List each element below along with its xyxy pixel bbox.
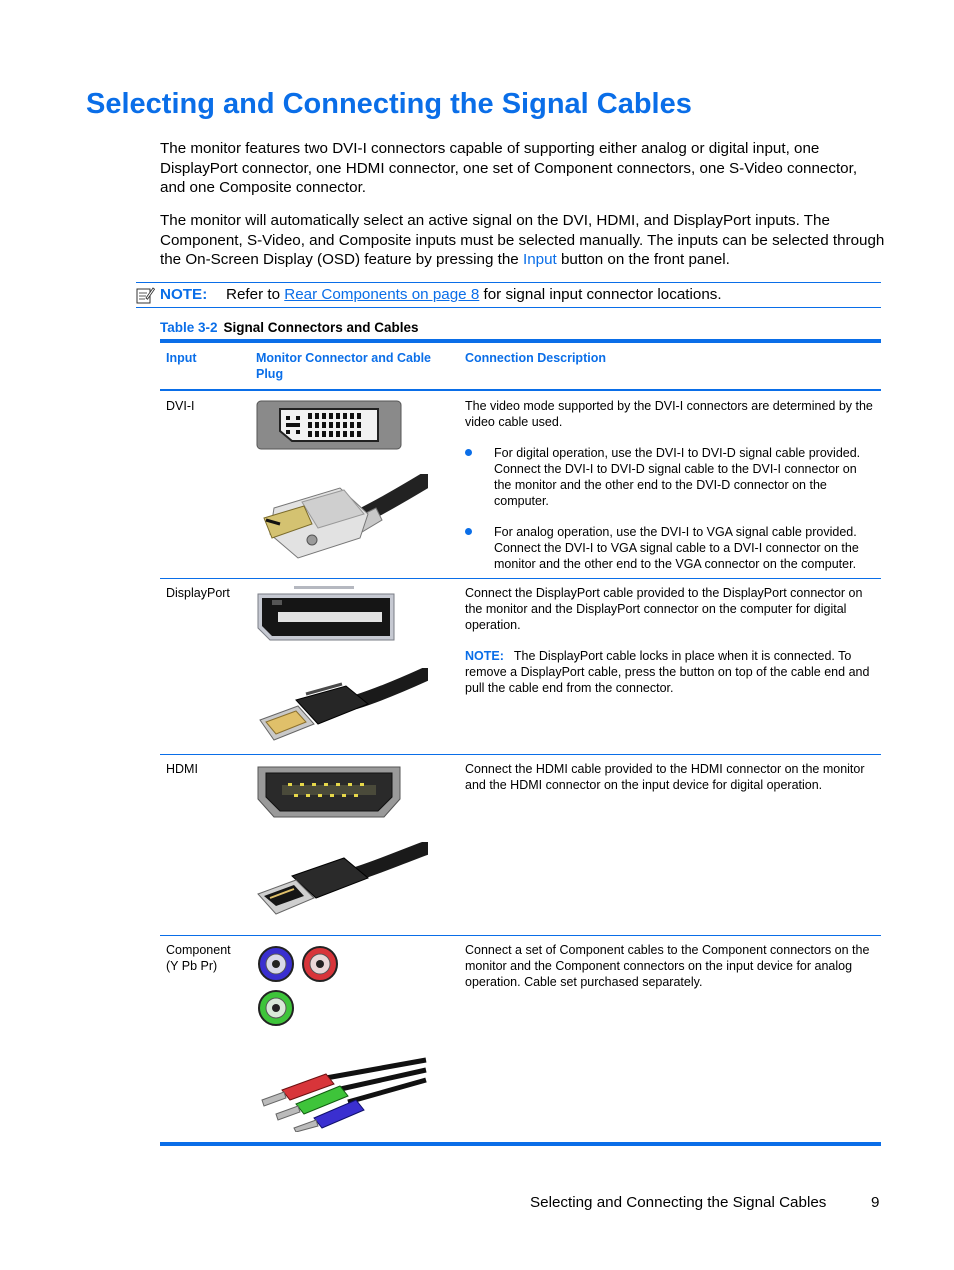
- row-displayport-description: [465, 585, 877, 696]
- row-dvi-input: DVI-I: [166, 399, 195, 413]
- header-connector: Monitor Connector and Cable Plug: [256, 351, 431, 381]
- footer-section-title: Selecting and Connecting the Signal Cables: [530, 1194, 827, 1211]
- dvi-description-text: The video mode supported by the DVI-I connectors are determined by the video cable used.: [465, 399, 873, 429]
- page-title: Selecting and Connecting the Signal Cables: [86, 88, 692, 120]
- row-hdmi-description: [465, 761, 877, 793]
- displayport-note-label: NOTE:: [465, 649, 504, 663]
- displayport-description-text: Connect the DisplayPort cable provided to the DisplayPort connector on the monitor and the DisplayPort connector on the computer for digital operation.: [465, 586, 863, 632]
- table-caption-text: Signal Connectors and Cables: [223, 320, 419, 335]
- bullet-text: For analog operation, use the DVI-I to VGA signal cable provided. Connect the DVI-I to VGA signal cable to a DVI-I connector on the monitor and the other end to the VGA connector on the computer.: [494, 525, 859, 571]
- intro-paragraph: The monitor features two DVI-I connectors capable of supporting either analog or digital input, one DisplayPort connector, one HDMI connector, one set of Component connectors, one S-Video connector, and one Composite connector.: [160, 140, 858, 197]
- component-connectors-image: [256, 944, 342, 1028]
- header-input: Input: [166, 351, 197, 365]
- hdmi-description-text: Connect the HDMI cable provided to the HDMI connector on the monitor and the HDMI connector on the input device for digital operation.: [465, 762, 865, 792]
- note-box: [136, 282, 881, 308]
- bullet-icon: [465, 528, 472, 535]
- auto-select-paragraph: [160, 211, 886, 270]
- row-component-description: [465, 942, 877, 990]
- rear-components-link[interactable]: Rear Components on page 8: [284, 286, 480, 303]
- page-number: 9: [871, 1194, 880, 1211]
- note-pencil-icon: [136, 286, 155, 304]
- note-text: [226, 286, 722, 303]
- row-component-input: [166, 942, 231, 974]
- note-label: NOTE:: [160, 286, 208, 303]
- list-item: [465, 524, 877, 572]
- row-divider: [160, 578, 881, 579]
- row-divider: [160, 935, 881, 936]
- displayport-cable-plug-image: [256, 668, 428, 746]
- dvi-connector-image: [256, 400, 402, 450]
- row-dvi-description: [465, 398, 877, 572]
- table-bottom-rule: [160, 1142, 881, 1146]
- note-text-end: for signal input connector locations.: [479, 286, 722, 303]
- bullet-text: For digital operation, use the DVI-I to DVI-D signal cable provided. Connect the DVI-I to DVI-D signal cable to the DVI-I connector on the monitor and the other end to the DVI-D connector on the computer.: [494, 446, 861, 508]
- table-caption: [160, 320, 419, 335]
- row-divider: [160, 754, 881, 755]
- dvi-cable-plug-image: [256, 474, 428, 568]
- displayport-note: [465, 648, 877, 696]
- paragraph-text-end: button on the front panel.: [556, 251, 730, 269]
- list-item: [465, 445, 877, 509]
- table-top-rule: [160, 339, 881, 343]
- table-number: Table 3-2: [160, 320, 218, 335]
- header-description: Connection Description: [465, 351, 606, 365]
- displayport-connector-image: [256, 586, 398, 644]
- hdmi-connector-image: [256, 765, 402, 819]
- row-displayport-input: DisplayPort: [166, 586, 230, 600]
- header-rule: [160, 389, 881, 391]
- note-text-start: Refer to: [226, 286, 285, 303]
- hdmi-cable-plug-image: [256, 842, 428, 918]
- component-input-label: Component: [166, 943, 231, 957]
- component-cable-plugs-image: [256, 1056, 428, 1132]
- row-hdmi-input: HDMI: [166, 762, 198, 776]
- component-input-sublabel: (Y Pb Pr): [166, 959, 218, 973]
- paragraph-text: The monitor will automatically select an active signal on the DVI, HDMI, and DisplayPort inputs. The Component, S-Video, and Composite inputs must be selected manually. The inputs can be selected through the On-Screen Display (OSD) feature by pressing the: [160, 212, 885, 269]
- displayport-note-text: The DisplayPort cable locks in place when it is connected. To remove a DisplayPort cable, press the button on top of the cable end and pull the cable end from the connector.: [465, 649, 870, 695]
- component-description-text: Connect a set of Component cables to the Component connectors on the monitor and the Component connectors on the input device for analog operation. Cable set purchased separately.: [465, 943, 870, 989]
- input-button-label: Input: [522, 251, 557, 269]
- bullet-icon: [465, 449, 472, 456]
